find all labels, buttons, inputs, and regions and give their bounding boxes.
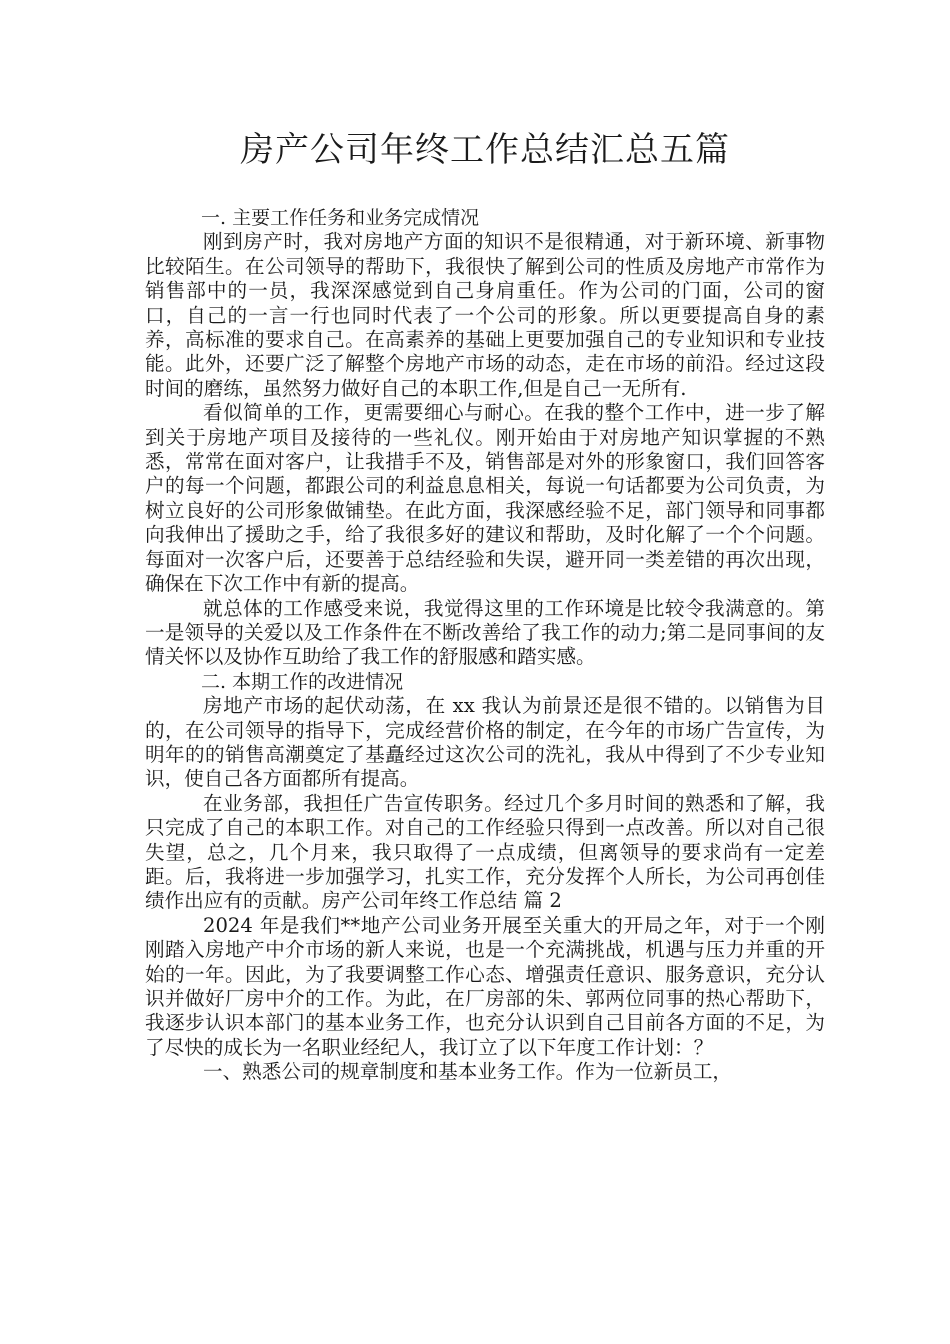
section-heading: 一. 主要工作任务和业务完成情况 — [201, 207, 480, 229]
body-paragraph: 刚到房产时，我对房地产方面的知识不是很精通，对于新环境、新事物比较陌生。在公司领导的帮助下，我很快了解到公司的性质及房地产市常作为销售部中的一员，我深深感觉到自己身肩重任。作为公司的门面，公司的窗口，自己的一言一行也同时代表了一个公司的形象。所以更要提高自身的素养，高标准的要求自己。在高素养的基础上更要加强自己的专业知识和专业技能。此外，还要广泛了解整个房地产市场的动态，走在市场的前沿。经过这段时间的磨练，虽然努力做好自己的本职工作,但是自己一无所有. — [145, 230, 825, 400]
body-paragraph: 房地产市场的起伏动荡，在 xx 我认为前景还是很不错的。以销售为目的，在公司领导的指导下，完成经营价格的制定，在今年的市场广告宣传，为明年的的销售高潮奠定了基矗经过这次公司的洗礼，我从中得到了不少专业知识，使自己各方面都所有提高。 — [145, 694, 825, 791]
body-paragraph: 就总体的工作感受来说，我觉得这里的工作环境是比较令我满意的。第一是领导的关爱以及工作条件在不断改善给了我工作的动力;第二是同事间的友情关怀以及协作互助给了我工作的舒服感和踏实感。 — [145, 596, 825, 669]
section-heading: 二. 本期工作的改进情况 — [201, 670, 404, 693]
document-body — [145, 206, 825, 1085]
body-paragraph: 看似简单的工作，更需要细心与耐心。在我的整个工作中，进一步了解到关于房地产项目及接待的一些礼仪。刚开始由于对房地产知识掌握的不熟悉，常常在面对客户，让我措手不及，销售部是对外的形象窗口，我们回答客户的每一个问题，都跟公司的利益息息相关，每说一句话都要为公司负责，为树立良好的公司形象做铺垫。在此方面，我深感经验不足，部门领导和同事都向我伸出了援助之手，给了我很多好的建议和帮助，及时化解了一个个问题。每面对一次客户后，还要善于总结经验和失误，避开同一类差错的再次出现，确保在下次工作中有新的提高。 — [145, 401, 825, 596]
body-paragraph: 一、熟悉公司的规章制度和基本业务工作。作为一位新员工， — [203, 1060, 733, 1084]
document-title: 房产公司年终工作总结汇总五篇 — [240, 130, 730, 170]
document-page — [145, 126, 825, 1085]
body-paragraph: 在业务部，我担任广告宣传职务。经过几个多月时间的熟悉和了解，我只完成了自己的本职工作。对自己的工作经验只得到一点改善。所以对自己很失望，总之，几个月来，我只取得了一点成绩，但离领导的要求尚有一定差距。后，我将进一步加强学习，扎实工作，充分发挥个人所长，为公司再创佳绩作出应有的贡献。房产公司年终工作总结 篇 2 — [145, 791, 825, 913]
body-paragraph: 2024 年是我们**地产公司业务开展至关重大的开局之年，对于一个刚刚踏入房地产中介市场的新人来说，也是一个充满挑战，机遇与压力并重的开始的一年。因此，为了我要调整工作心态、增强责任意识、服务意识，充分认识并做好厂房中介的工作。为此，在厂房部的朱、郭两位同事的热心帮助下，我逐步认识本部门的基本业务工作，也充分认识到自己目前各方面的不足，为了尽快的成长为一名职业经纪人，我订立了以下年度工作计划：？ — [145, 913, 825, 1059]
